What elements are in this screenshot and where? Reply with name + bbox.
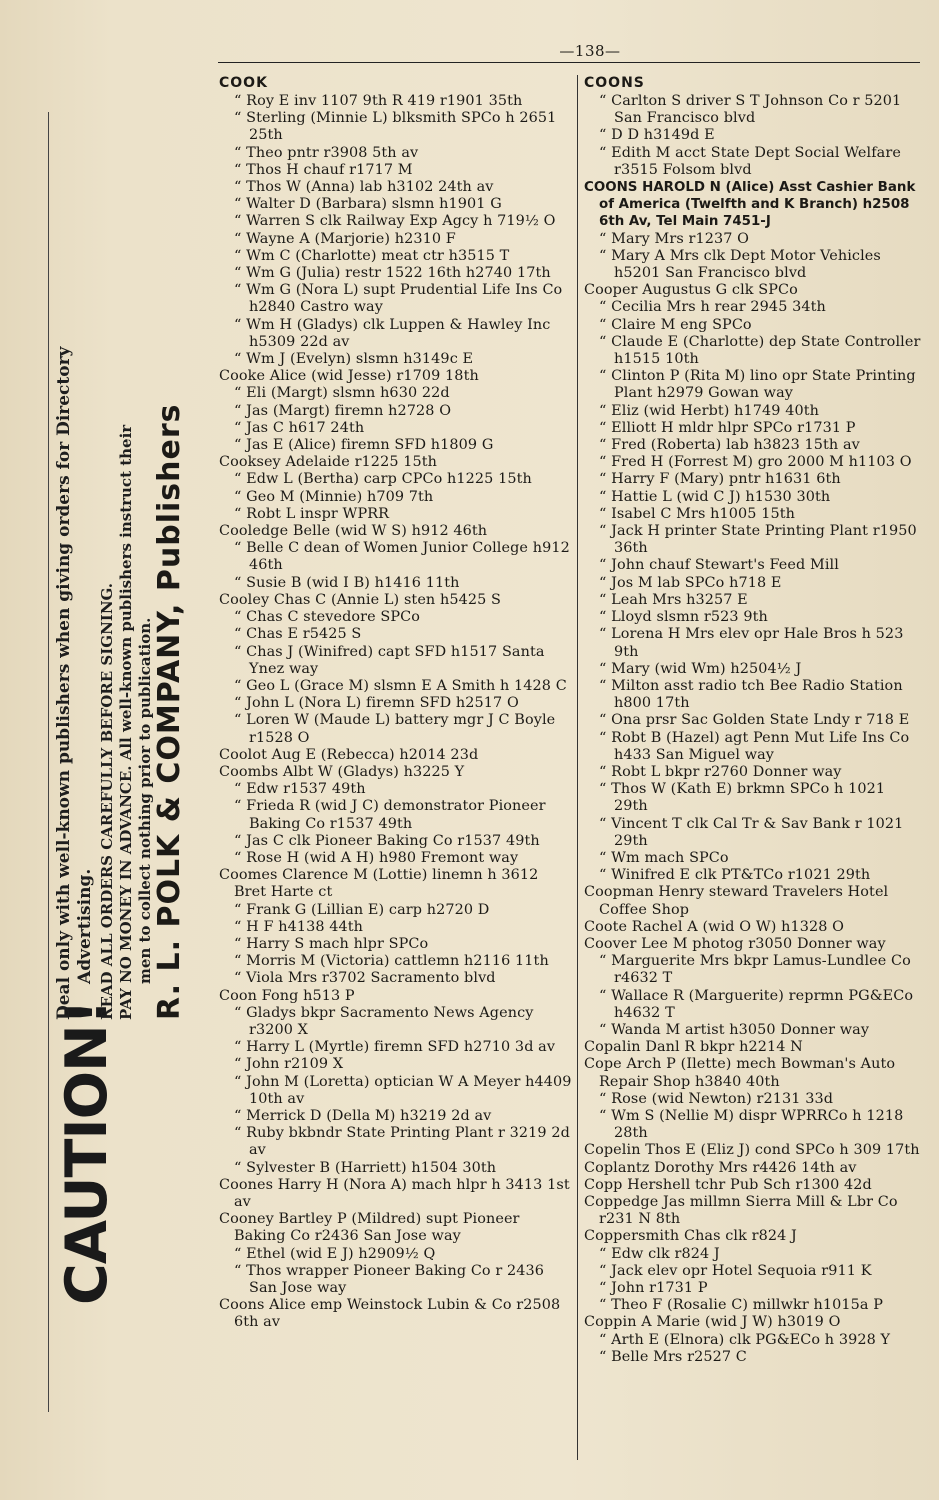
directory-entry: “ Mary A Mrs clk Dept Motor Vehicles h5201 San Francisco blvd bbox=[599, 247, 881, 282]
directory-entry: “ Isabel C Mrs h1005 15th bbox=[599, 505, 795, 522]
header-rule bbox=[218, 62, 920, 63]
directory-entry: “ Mary Mrs r1237 O bbox=[599, 230, 750, 247]
directory-entry: “ Merrick D (Della M) h3219 2d av bbox=[234, 1107, 492, 1124]
directory-entry: “ Chas J (Winifred) capt SFD h1517 Santa Ynez way bbox=[234, 643, 545, 677]
directory-entry: “ D D h3149d E bbox=[599, 127, 715, 144]
directory-entry: “ Jas C clk Pioneer Baking Co r1537 49th bbox=[234, 832, 540, 849]
directory-entry: “ Leah Mrs h3257 E bbox=[599, 591, 748, 608]
directory-entry: “ Edw L (Bertha) carp CPCo h1225 15th bbox=[234, 471, 532, 488]
directory-entry: “ Edith M acct State Dept Social Welfare r3515 Folsom blvd bbox=[599, 144, 901, 178]
directory-entry: Cooksey Adelaide r1225 15th bbox=[219, 454, 438, 471]
directory-entry: Copalin Danl R bkpr h2214 N bbox=[584, 1039, 803, 1056]
column-divider bbox=[577, 75, 578, 1460]
directory-entry: “ Robt L bkpr r2760 Donner way bbox=[599, 763, 842, 780]
directory-entry: “ Claire M eng SPCo bbox=[599, 316, 752, 333]
caution-line-1b: Advertising. bbox=[75, 868, 95, 984]
directory-entry: Coover Lee M photog r3050 Donner way bbox=[584, 935, 886, 952]
directory-entry: “ Thos H chauf r1717 M bbox=[234, 161, 413, 178]
page-number: —138— bbox=[559, 42, 621, 60]
directory-entry: “ Lorena H Mrs elev opr Hale Bros h 523 9th bbox=[599, 626, 904, 660]
directory-entry: “ Susie B (wid I B) h1416 11th bbox=[234, 574, 460, 591]
left-entry-list bbox=[219, 93, 574, 1332]
directory-entry: “ Eli (Margt) slsmn h630 22d bbox=[234, 385, 450, 402]
directory-entry: “ Jack elev opr Hotel Sequoia r911 K bbox=[599, 1262, 872, 1279]
directory-entry: Coote Rachel A (wid O W) h1328 O bbox=[584, 918, 845, 935]
caution-notice bbox=[54, 180, 155, 1020]
directory-entry: “ Wm G (Julia) restr 1522 16th h2740 17th bbox=[234, 265, 551, 282]
directory-entry: “ Jas (Margt) firemn h2728 O bbox=[234, 402, 452, 419]
directory-entry: “ Fred H (Forrest M) gro 2000 M h1103 O bbox=[599, 454, 912, 471]
directory-entry: “ Clinton P (Rita M) lino opr State Printing Plant h2979 Gowan way bbox=[599, 368, 916, 402]
directory-entry: “ Wm S (Nellie M) dispr WPRRCo h 1218 28th bbox=[599, 1107, 904, 1142]
directory-entry: “ Rose (wid Newton) r2131 33d bbox=[599, 1090, 834, 1107]
caution-line-3: PAY NO MONEY IN ADVANCE. All well-known publishers instruct their bbox=[117, 424, 135, 1020]
directory-entry: “ Roy E inv 1107 9th R 419 r1901 35th bbox=[234, 93, 523, 109]
directory-entry: “ Edw r1537 49th bbox=[234, 781, 366, 798]
directory-entry: “ Harry F (Mary) pntr h1631 6th bbox=[599, 471, 841, 488]
directory-entry: “ Jas C h617 24th bbox=[234, 419, 365, 436]
directory-entry: “ John L (Nora L) firemn SFD h2517 O bbox=[234, 695, 519, 712]
left-column bbox=[219, 73, 574, 1332]
directory-entry: Coombs Albt W (Gladys) h3225 Y bbox=[219, 763, 465, 780]
directory-entry: Copp Hershell tchr Pub Sch r1300 42d bbox=[584, 1176, 872, 1193]
directory-entry: “ John chauf Stewart's Feed Mill bbox=[599, 557, 839, 574]
directory-entry: “ Lloyd slsmn r523 9th bbox=[599, 609, 768, 626]
directory-entry: Coones Harry H (Nora A) mach hlpr h 3413 1st av bbox=[219, 1176, 570, 1210]
directory-entry: “ Wm G (Nora L) supt Prudential Life Ins Co h2840 Castro way bbox=[234, 282, 563, 316]
directory-entry: Coon Fong h513 P bbox=[219, 987, 355, 1004]
right-column-heading: COONS bbox=[584, 75, 645, 91]
directory-entry: “ H F h4138 44th bbox=[234, 918, 364, 935]
directory-entry: Cooke Alice (wid Jesse) r1709 18th bbox=[219, 368, 479, 385]
directory-entry: “ Thos wrapper Pioneer Baking Co r 2436 San Jose way bbox=[234, 1262, 545, 1297]
directory-entry: “ Jos M lab SPCo h718 E bbox=[599, 574, 782, 591]
caution-line-1: Deal only with well-known publishers when giving orders for Directory bbox=[54, 346, 74, 1020]
directory-entry: “ Thos W (Anna) lab h3102 24th av bbox=[234, 179, 494, 196]
directory-entry: “ Chas C stevedore SPCo bbox=[234, 609, 421, 626]
directory-entry: “ Harry S mach hlpr SPCo bbox=[234, 935, 429, 952]
right-column bbox=[584, 73, 922, 1366]
directory-entry: Coplantz Dorothy Mrs r4426 14th av bbox=[584, 1159, 857, 1176]
caution-rotated-panel bbox=[50, 180, 200, 1320]
left-column-heading: COOK bbox=[219, 75, 268, 91]
directory-entry: “ Frank G (Lillian E) carp h2720 D bbox=[234, 901, 490, 918]
directory-entry: Coppersmith Chas clk r824 J bbox=[584, 1228, 797, 1245]
directory-entry: Coolot Aug E (Rebecca) h2014 23d bbox=[219, 746, 479, 763]
directory-entry: “ Frieda R (wid J C) demonstrator Pioneer Baking Co r1537 49th bbox=[234, 798, 546, 832]
directory-entry: “ John M (Loretta) optician W A Meyer h4409 10th av bbox=[234, 1073, 572, 1107]
directory-entry: “ Harry L (Myrtle) firemn SFD h2710 3d av bbox=[234, 1039, 556, 1056]
directory-entry: “ John r1731 P bbox=[599, 1280, 708, 1297]
directory-entry: “ Hattie L (wid C J) h1530 30th bbox=[599, 488, 831, 505]
directory-entry: “ Claude E (Charlotte) dep State Controller h1515 10th bbox=[599, 333, 921, 368]
directory-entry: “ Viola Mrs r3702 Sacramento blvd bbox=[234, 970, 496, 987]
directory-entry: “ Elliott H mldr hlpr SPCo r1731 P bbox=[599, 419, 856, 436]
margin-rule bbox=[48, 112, 49, 1412]
directory-entry: “ Theo F (Rosalie C) millwkr h1015a P bbox=[599, 1297, 884, 1314]
directory-entry: “ Robt B (Hazel) agt Penn Mut Life Ins Co h433 San Miguel way bbox=[599, 729, 910, 763]
directory-entry: Cope Arch P (Ilette) mech Bowman's Auto Repair Shop h3840 40th bbox=[584, 1056, 896, 1090]
directory-entry: “ Arth E (Elnora) clk PG&ECo h 3928 Y bbox=[599, 1331, 891, 1348]
directory-entry: “ Rose H (wid A H) h980 Fremont way bbox=[234, 849, 519, 866]
directory-entry: “ Jas E (Alice) firemn SFD h1809 G bbox=[234, 437, 494, 454]
directory-entry: Coppedge Jas millmn Sierra Mill & Lbr Co r231 N 8th bbox=[584, 1194, 898, 1228]
caution-advertisement bbox=[50, 180, 200, 1320]
caution-line-2: READ ALL ORDERS CAREFULLY BEFORE SIGNING. bbox=[98, 582, 116, 1020]
caution-line-4: men to collect nothing prior to publication. bbox=[136, 617, 154, 984]
directory-entry: “ Geo L (Grace M) slsmn E A Smith h 1428 C bbox=[234, 677, 567, 694]
directory-entry: Copelin Thos E (Eliz J) cond SPCo h 309 17th bbox=[584, 1142, 920, 1159]
directory-entry: Cooledge Belle (wid W S) h912 46th bbox=[219, 523, 488, 540]
directory-entry: “ Warren S clk Railway Exp Agcy h 719½ O bbox=[234, 213, 556, 230]
directory-entry: Cooley Chas C (Annie L) sten h5425 S bbox=[219, 591, 501, 608]
directory-entry: Cooper Augustus G clk SPCo bbox=[584, 282, 798, 299]
directory-entry: “ Jack H printer State Printing Plant r1950 36th bbox=[599, 523, 917, 557]
directory-entry: “ Robt L inspr WPRR bbox=[234, 505, 390, 522]
caution-heading: CAUTION! bbox=[54, 1000, 120, 1305]
caution-publisher: R. L. POLK & COMPANY, Publishers bbox=[152, 403, 187, 1020]
directory-entry: “ Fred (Roberta) lab h3823 15th av bbox=[599, 437, 860, 454]
directory-entry: “ Carlton S driver S T Johnson Co r 5201 San Francisco blvd bbox=[599, 93, 902, 127]
directory-entry: “ Sylvester B (Harriett) h1504 30th bbox=[234, 1159, 497, 1176]
directory-entry: “ Wm H (Gladys) clk Luppen & Hawley Inc h5309 22d av bbox=[234, 316, 551, 350]
directory-entry: “ Walter D (Barbara) slsmn h1901 G bbox=[234, 196, 502, 213]
directory-entry: “ John r2109 X bbox=[234, 1056, 344, 1073]
directory-entry: “ Theo pntr r3908 5th av bbox=[234, 144, 419, 161]
directory-entry: “ Eliz (wid Herbt) h1749 40th bbox=[599, 402, 819, 419]
directory-entry: “ Ethel (wid E J) h2909½ Q bbox=[234, 1245, 436, 1262]
right-entry-list bbox=[584, 93, 922, 1366]
directory-entry: “ Belle Mrs r2527 C bbox=[599, 1348, 747, 1365]
directory-entry: “ Vincent T clk Cal Tr & Sav Bank r 1021 29th bbox=[599, 815, 904, 849]
directory-entry: “ Wanda M artist h3050 Donner way bbox=[599, 1021, 870, 1038]
directory-entry: “ Ruby bkbndr State Printing Plant r 3219 2d av bbox=[234, 1125, 570, 1159]
directory-entry: COONS HAROLD N (Alice) Asst Cashier Bank of America (Twelfth and K Branch) h2508 6th Av, Tel Main 7451-J bbox=[584, 180, 916, 230]
directory-entry: Coppin A Marie (wid J W) h3019 O bbox=[584, 1314, 841, 1331]
directory-entry: “ Wm J (Evelyn) slsmn h3149c E bbox=[234, 351, 474, 368]
directory-entry: “ Cecilia Mrs h rear 2945 34th bbox=[599, 299, 826, 316]
directory-entry: “ Morris M (Victoria) cattlemn h2116 11th bbox=[234, 953, 549, 970]
directory-entry: “ Edw clk r824 J bbox=[599, 1245, 720, 1262]
directory-entry: “ Ona prsr Sac Golden State Lndy r 718 E bbox=[599, 712, 910, 729]
directory-entry: “ Loren W (Maude L) battery mgr J C Boyle r1528 O bbox=[234, 712, 556, 746]
directory-entry: “ Winifred E clk PT&TCo r1021 29th bbox=[599, 867, 871, 884]
directory-entry: “ Belle C dean of Women Junior College h912 46th bbox=[234, 540, 570, 574]
directory-entry: Coomes Clarence M (Lottie) linemn h 3612 Bret Harte ct bbox=[219, 867, 539, 901]
directory-entry: “ Thos W (Kath E) brkmn SPCo h 1021 29th bbox=[599, 781, 886, 815]
directory-entry: “ Marguerite Mrs bkpr Lamus-Lundlee Co r4632 T bbox=[599, 953, 911, 987]
directory-entry: “ Chas E r5425 S bbox=[234, 626, 362, 643]
directory-entry: “ Milton asst radio tch Bee Radio Station h800 17th bbox=[599, 677, 903, 712]
directory-entry: “ Mary (wid Wm) h2504½ J bbox=[599, 660, 802, 677]
directory-entry: “ Wm mach SPCo bbox=[599, 849, 729, 866]
directory-entry: “ Wm C (Charlotte) meat ctr h3515 T bbox=[234, 247, 510, 264]
directory-entry: Coopman Henry steward Travelers Hotel Coffee Shop bbox=[584, 884, 889, 918]
directory-entry: “ Gladys bkpr Sacramento News Agency r3200 X bbox=[234, 1004, 534, 1038]
directory-entry: “ Geo M (Minnie) h709 7th bbox=[234, 488, 434, 505]
directory-entry: Cooney Bartley P (Mildred) supt Pioneer Baking Co r2436 San Jose way bbox=[219, 1211, 520, 1245]
directory-entry: “ Wallace R (Marguerite) reprmn PG&ECo h4632 T bbox=[599, 987, 914, 1021]
directory-entry: “ Sterling (Minnie L) blksmith SPCo h 2651 25th bbox=[234, 110, 557, 144]
directory-entry: “ Wayne A (Marjorie) h2310 F bbox=[234, 230, 456, 247]
directory-entry: Coons Alice emp Weinstock Lubin & Co r2508 6th av bbox=[219, 1297, 561, 1331]
